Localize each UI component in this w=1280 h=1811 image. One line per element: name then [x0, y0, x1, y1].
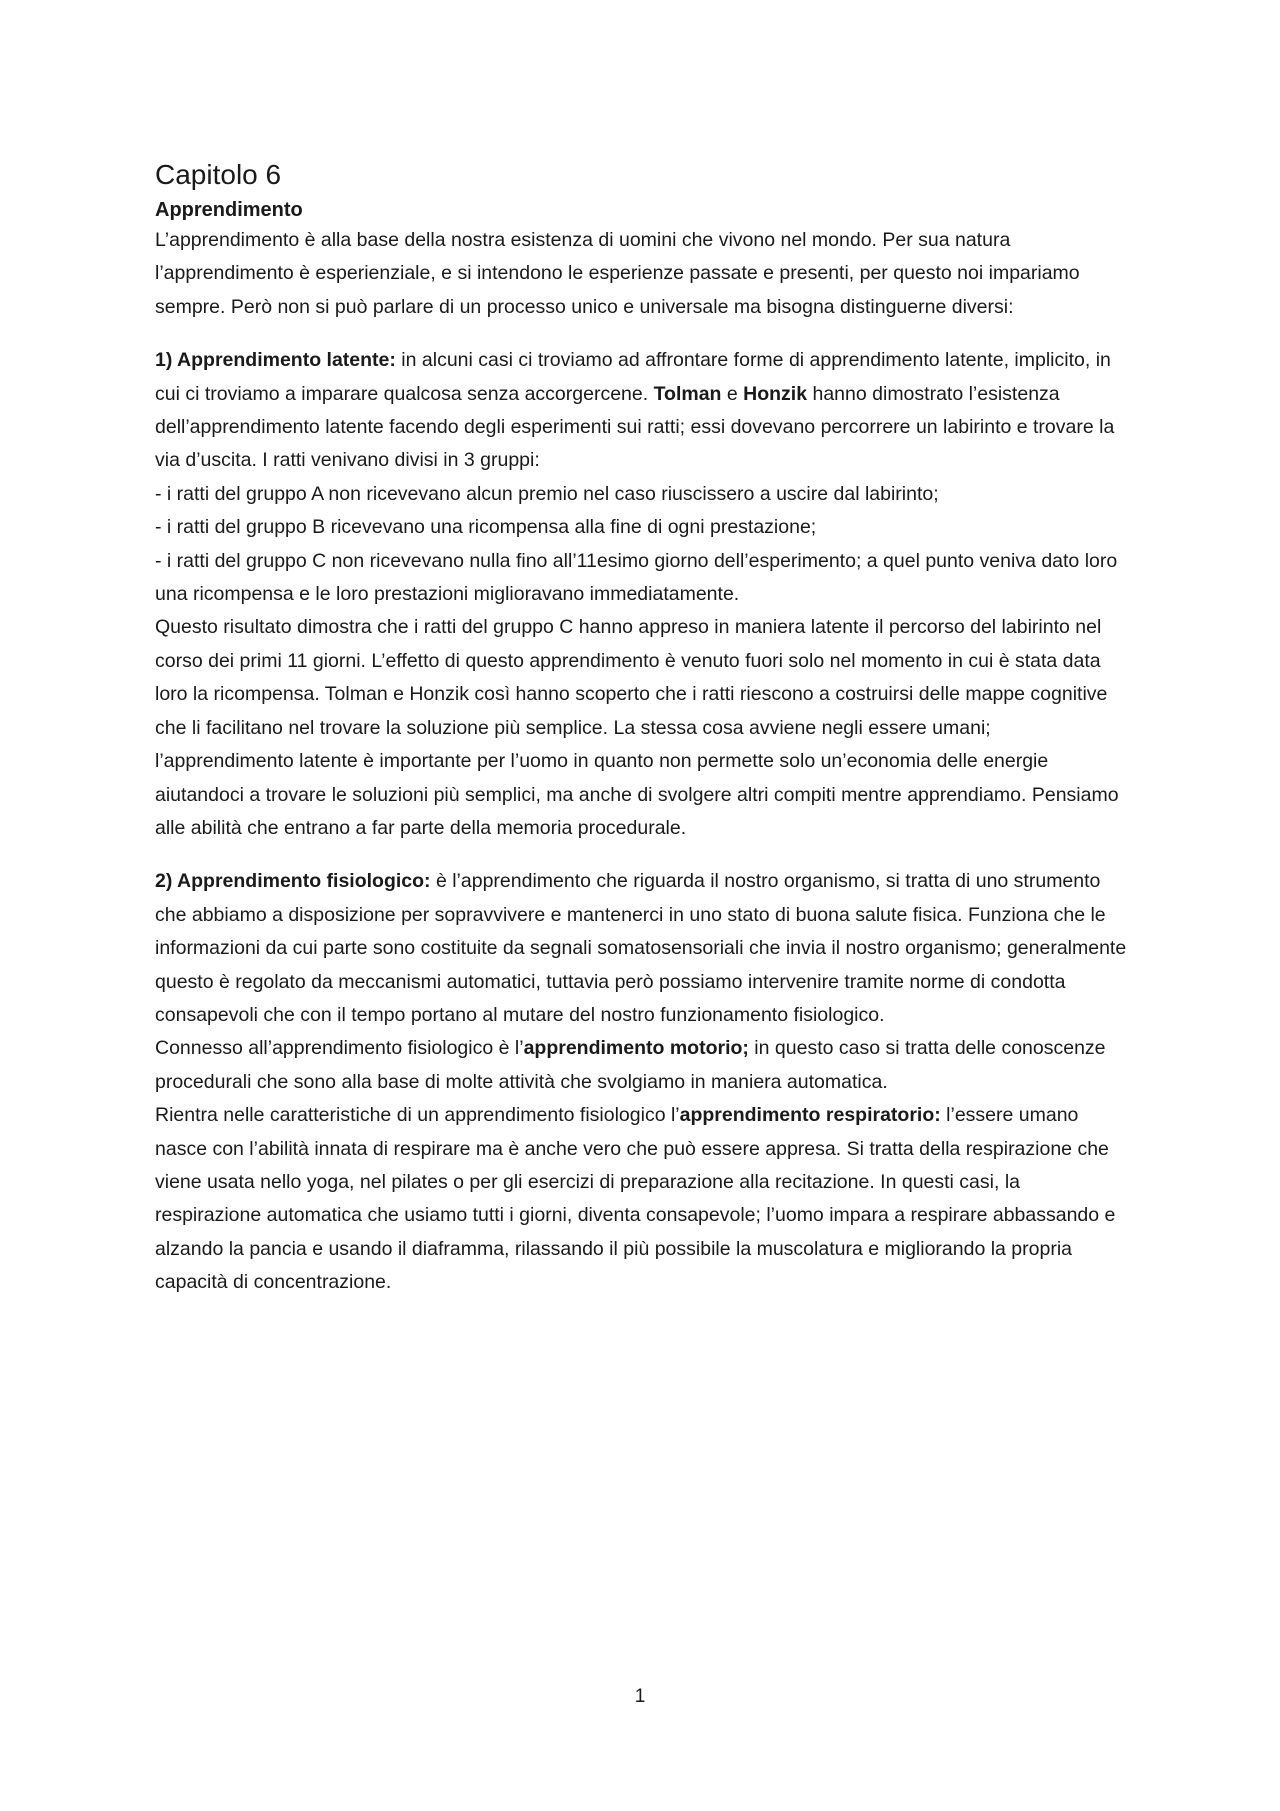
motor-learning-term: apprendimento motorio;	[523, 1037, 749, 1060]
section-title: Apprendimento	[155, 199, 303, 221]
chapter-title: Capitolo 6	[155, 159, 282, 190]
conjunction: e	[721, 382, 744, 405]
group-b-item: - i ratti del gruppo B ricevevano una ricompensa alla fine di ogni prestazione;	[155, 516, 817, 539]
respiratory-learning-pre: Rientra nelle caratteristiche di un apprendimento fisiologico l’	[155, 1104, 680, 1127]
name-honzik: Honzik	[743, 382, 808, 405]
paragraph-gap	[155, 324, 1130, 344]
motor-learning-pre: Connesso all’apprendimento fisiologico è l’	[155, 1037, 524, 1060]
page-content	[155, 158, 1130, 1300]
group-a-item: - i ratti del gruppo A non ricevevano alcun premio nel caso riuscissero a uscire dal labirinto;	[155, 482, 939, 505]
respiratory-learning-term: apprendimento respiratorio:	[679, 1104, 941, 1127]
page-number: 1	[634, 1686, 646, 1707]
intro-paragraph: L’apprendimento è alla base della nostra esistenza di uomini che vivono nel mondo. Per sua natura l’apprendimento è esperienziale, e si intendono le esperienze passate e presenti, per questo noi impariamo sempre. Però non si può parlare di un processo unico e universale ma bisogna distinguerne diversi:	[155, 229, 1080, 318]
latent-learning-paragraph	[155, 344, 1130, 478]
group-c-item: - i ratti del gruppo C non ricevevano nulla fino all’11esimo giorno dell’esperimento; a quel punto veniva dato loro una ricompensa e le loro prestazioni miglioravano immediatamente.	[155, 549, 1118, 606]
respiratory-learning-post: l’essere umano nasce con l’abilità innata di respirare ma è anche vero che può essere appresa. Si tratta della respirazione che viene usata nello yoga, nel pilates o per gli esercizi di preparazione alla recitazione. In questi casi, la respirazione automatica che usiamo tutti i giorni, diventa consapevole; l’uomo impara a respirare abbassando e alzando la pancia e usando il diaframma, rilassando il più possibile la muscolatura e migliorando la propria capacità di concentrazione.	[155, 1104, 1116, 1294]
latent-learning-heading: 1) Apprendimento latente:	[155, 349, 396, 372]
latent-learning-conclusion: Questo risultato dimostra che i ratti del gruppo C hanno appreso in maniera latente il percorso del labirinto nel corso dei primi 11 giorni. L’effetto di questo apprendimento è venuto fuori solo nel momento in cui è stata data loro la ricompensa. Tolman e Honzik così hanno scoperto che i ratti riescono a costruirsi delle mappe cognitive che li facilitano nel trovare la soluzione più semplice. La stessa cosa avviene negli essere umani; l’apprendimento latente è importante per l’uomo in quanto non permette solo un’economia delle energie aiutandoci a trovare le soluzioni più semplici, ma anche di svolgere altri compiti mentre apprendiamo. Pensiamo alle abilità che entrano a far parte della memoria procedurale.	[155, 616, 1119, 839]
physiological-learning-paragraph	[155, 865, 1130, 1032]
physiological-learning-heading: 2) Apprendimento fisiologico:	[155, 870, 431, 893]
paragraph-gap	[155, 845, 1130, 865]
respiratory-learning-paragraph	[155, 1099, 1130, 1299]
motor-learning-post: in questo caso si tratta delle conoscenze procedurali che sono alla base di molte attività che svolgiamo in maniera automatica.	[155, 1037, 1106, 1093]
physiological-learning-text: è l’apprendimento che riguarda il nostro organismo, si tratta di uno strumento che abbiamo a disposizione per sopravvivere e mantenerci in uno stato di buona salute fisica. Funziona che le informazioni da cui parte sono costituite da segnali somatosensoriali che invia il nostro organismo; generalmente questo è regolato da meccanismi automatici, tuttavia però possiamo intervenire tramite norme di condotta consapevoli che con il tempo portano al mutare del nostro funzionamento fisiologico.	[155, 870, 1127, 1026]
latent-learning-text-a: in alcuni casi ci troviamo ad affrontare forme di apprendimento latente, implicito, in cui ci troviamo a imparare qualcosa senza accorgercene.	[155, 349, 1111, 405]
name-tolman: Tolman	[653, 382, 722, 405]
latent-learning-text-b: hanno dimostrato l’esistenza dell’apprendimento latente facendo degli esperimenti sui ratti; essi dovevano percorrere un labirinto e trovare la via d’uscita. I ratti venivano divisi in 3 gruppi:	[155, 382, 1115, 472]
motor-learning-paragraph	[155, 1032, 1130, 1099]
